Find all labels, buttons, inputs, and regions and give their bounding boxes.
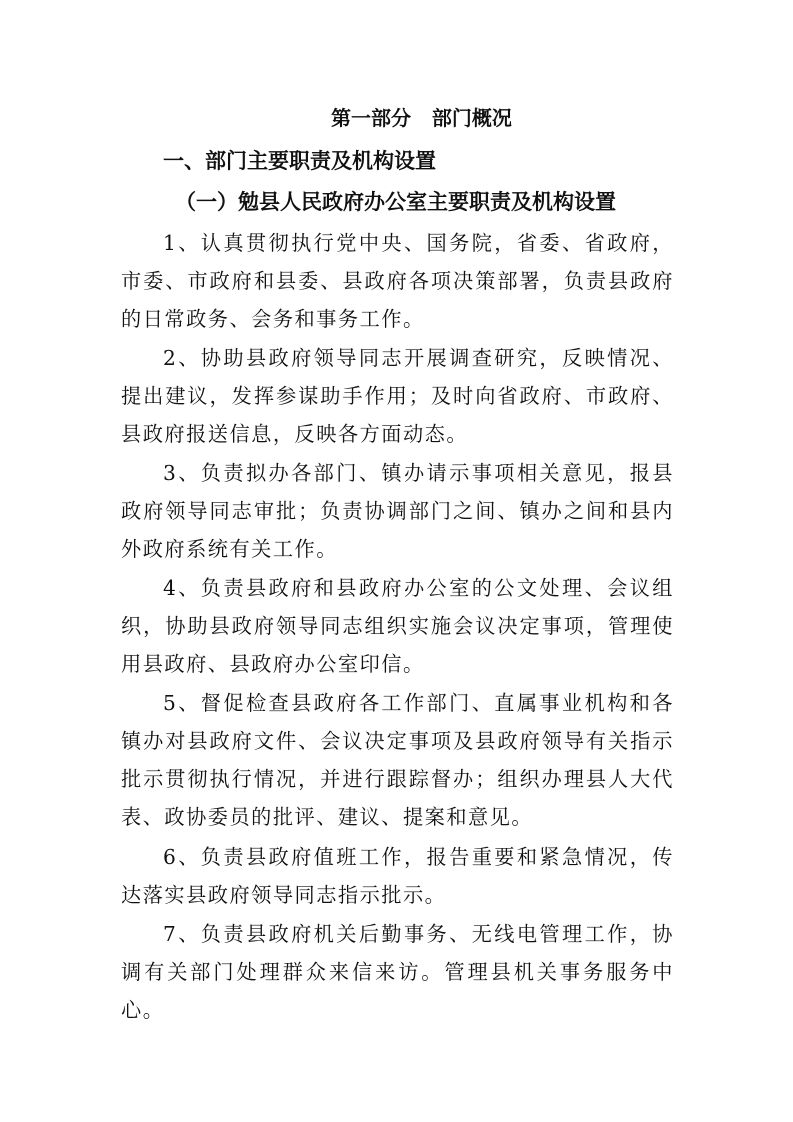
paragraph-6: 6、负责县政府值班工作，报告重要和紧急情况，传达落实县政府领导同志指示批示。 [121,845,674,907]
paragraph-7: 7、负责县政府机关后勤事务、无线电管理工作，协调有关部门处理群众来信来访。管理县机关事务服务中心。 [121,922,674,1022]
paragraph-5: 5、督促检查县政府各工作部门、直属事业机构和各镇办对县政府文件、会议决定事项及县政府领导有关指示批示贯彻执行情况，并进行跟踪督办；组织办理县人大代表、政协委员的批评、建议、提案和意见。 [121,691,674,829]
paragraph-2: 2、协助县政府领导同志开展调查研究，反映情况、提出建议，发挥参谋助手作用；及时向省政府、市政府、县政府报送信息，反映各方面动态。 [121,346,674,446]
section-heading: 一、部门主要职责及机构设置 [163,149,436,173]
paragraph-4: 4、负责县政府和县政府办公室的公文处理、会议组织，协助县政府领导同志组织实施会议决定事项，管理使用县政府、县政府办公室印信。 [121,576,674,676]
sub-heading: （一）勉县人民政府办公室主要职责及机构设置 [175,190,616,214]
part-title: 第一部分 部门概况 [331,106,512,130]
paragraph-3: 3、负责拟办各部门、镇办请示事项相关意见，报县政府领导同志审批；负责协调部门之间、镇办之间和县内外政府系统有关工作。 [121,461,674,561]
paragraph-1: 1、认真贯彻执行党中央、国务院，省委、省政府，市委、市政府和县委、县政府各项决策部署，负责县政府的日常政务、会务和事务工作。 [121,231,674,331]
